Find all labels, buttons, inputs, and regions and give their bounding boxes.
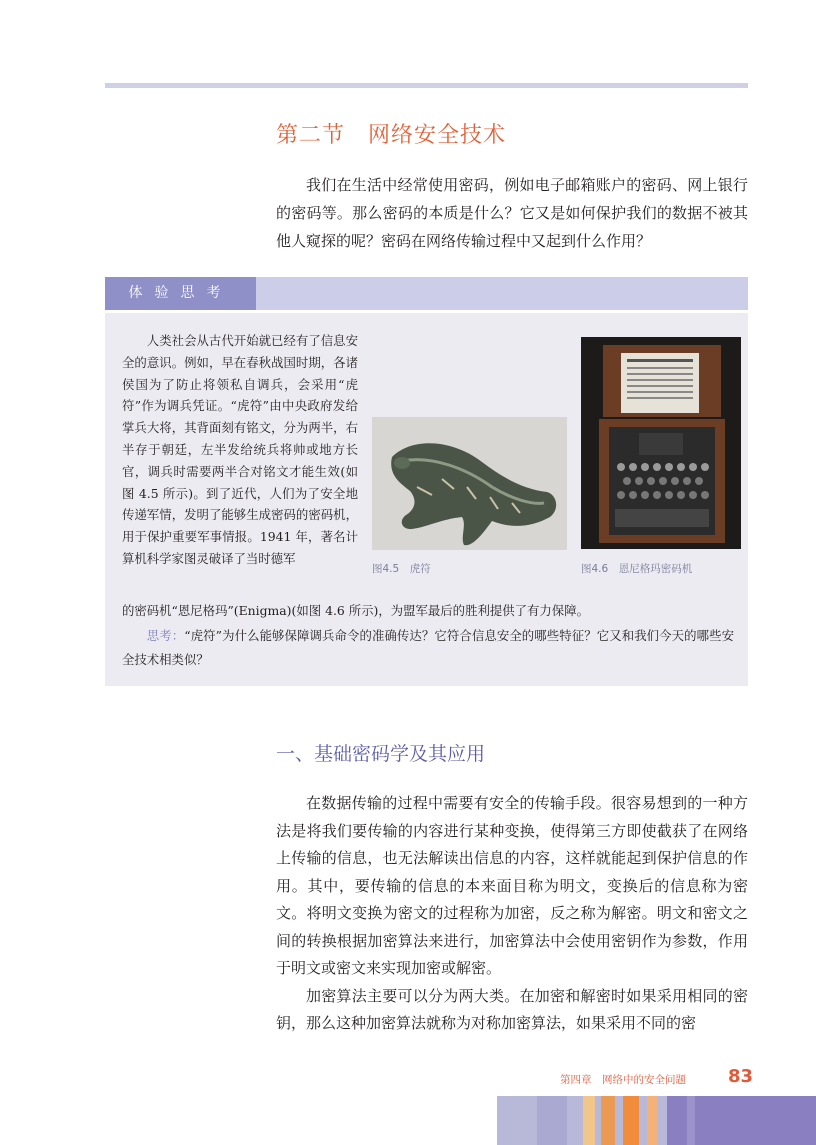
- section-title: 第二节 网络安全技术: [276, 123, 507, 148]
- subsection-title: 一、基础密码学及其应用: [276, 743, 486, 765]
- figure-4-6-caption: 图4.6 恩尼格玛密码机: [581, 563, 693, 575]
- decorative-stripes: [497, 1096, 816, 1145]
- experience-tail: 的密码机“恩尼格玛”(Enigma)(如图 4.6 所示)，为盟军最后的胜利提供了有力保障。: [122, 603, 589, 618]
- footer-chapter: 第四章 网络中的安全问题: [560, 1074, 686, 1086]
- body-paragraph-2: 加密算法主要可以分为两大类。在加密和解密时如果采用相同的密钥，那么这种加密算法就称为对称加密算法，如果采用不同的密: [276, 986, 748, 1032]
- page-number: 83: [728, 1066, 754, 1087]
- experience-text: [122, 330, 358, 570]
- think-text: “虎符”为什么能够保障调兵命令的准确传达？它符合信息安全的哪些特征？它又和我们今天的哪些安全技术相类似？: [122, 628, 735, 667]
- body-paragraph-1: 在数据传输的过程中需要有安全的传输手段。很容易想到的一种方法是将我们要传输的内容进行某种变换，使得第三方即使截获了在网络上传输的信息，也无法解读出信息的内容，这样就能起到保护信息的作用。其中，要传输的信息的本来面目称为明文，变换后的信息称为密文。将明文变换为密文的过程称为加密，反之称为解密。明文和密文之间的转换根据加密算法来进行，加密算法中会使用密钥作为参数，作用于明文或密文来实现加密或解密。: [276, 794, 748, 977]
- top-rule: [105, 83, 748, 88]
- figure-4-5-caption: 图4.5 虎符: [372, 563, 431, 575]
- experience-paragraph: 人类社会从古代开始就已经有了信息安全的意识。例如，早在春秋战国时期，各诸侯国为了防止将领私自调兵，会采用“虎符”作为调兵凭证。“虎符”由中央政府发给掌兵大将，其背面刻有铭文，分为两半，右半存于朝廷，左半发给统兵将帅或地方长官，调兵时需要两半合对铭文才能生效(如图 4.5 所示)。到了近代，人们为了安全地传递军情，发明了能够生成密码的密码机，用于保护重要军事情报。1941 年，著名计算机科学家图灵破译了当时德军: [122, 333, 358, 566]
- think-question: [122, 624, 734, 672]
- think-label: 思考：: [146, 628, 185, 643]
- experience-box-tab: 体验思考: [105, 277, 256, 310]
- subsection-body: [276, 790, 748, 1038]
- intro-text: [276, 171, 748, 255]
- enigma-illustration: [581, 337, 741, 549]
- intro-paragraph: 我们在生活中经常使用密码，例如电子邮箱账户的密码、网上银行的密码等。那么密码的本质是什么？它又是如何保护我们的数据不被其他人窥探的呢？密码在网络传输过程中又起到什么作用？: [276, 176, 748, 250]
- hufu-image: [372, 417, 567, 550]
- hufu-illustration: [372, 417, 567, 550]
- enigma-image: [581, 337, 741, 549]
